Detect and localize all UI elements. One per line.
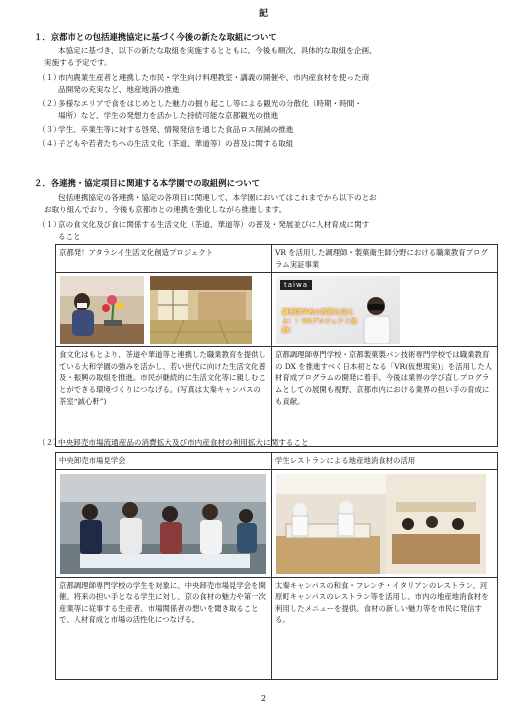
section2-intro-line1: 包括連携協定の各連携・協定の各項目に関連して、本学園においてはこれまでから以下のとお bbox=[58, 193, 377, 202]
item-number: （２） bbox=[38, 438, 61, 447]
sub1-right-title: VR を活用した調理師・製菓衛生師分野における職業教育プログラム実証事業 bbox=[272, 245, 498, 273]
item-number: （１） bbox=[38, 220, 61, 229]
tea-room-photo bbox=[150, 276, 252, 344]
flower-arranging-photo bbox=[60, 276, 144, 344]
sub2-right-text: 太秦キャンパスの和食・フレンチ・イタリアンのレストラン、河原町キャンパスのレストラン等を活用し、市内の地産地消食材を利用したメニューを提供。食材の新しい魅力等を市民に発信する。 bbox=[272, 577, 498, 679]
vr-project-photo bbox=[276, 276, 400, 344]
market-tour-photo bbox=[60, 474, 266, 574]
item-text: 子どもや若者たちへの生活文化（茶道、華道等）の普及に関する取組 bbox=[58, 139, 294, 148]
section1-item-3 bbox=[38, 124, 498, 136]
sub2-left-text: 京都調理師専門学校の学生を対象に、中央卸売市場見学会を開催。将来の担い手となる学生に対し、京の食材の魅力や第一次産業等に従事する生産者、市場関係者の想いを聞き取ることで、人材育成と市場の活性化につなげる。 bbox=[56, 577, 272, 679]
item-text: 中央卸売市場流通産品の消費拡大及び市内産食材の利用拡大に関すること bbox=[58, 438, 309, 447]
item-number: （１） bbox=[38, 73, 61, 82]
sub1-left-title: 京都発！アタラシイ生活文化創造プロジェクト bbox=[56, 245, 272, 273]
sub1-right-text: 京都調理師専門学校・京都製菓製パン技術専門学校では職業教育の DX を推進すべく日本初となる「VR(仮想現実)」を活用した人材育成プログラムの開発に着手。今後は業界の学び直しプログラムとしての展開も視野、京都市内における業界の担い手の育成にも貢献。 bbox=[272, 347, 498, 447]
section1-item-1 bbox=[38, 72, 498, 84]
section1-item-4 bbox=[38, 138, 498, 150]
section1-item-1-cont: 品開発の充実など、地産地消の推進 bbox=[58, 85, 180, 94]
section1-heading: １．京都市との包括連携協定に基づく今後の新たな取組について bbox=[34, 32, 277, 42]
sub1-left-text: 食文化はもとより、茶道や華道等と連携した職業教育を提供している大和学園の強みを活かし、若い世代に向けた生活文化普及・振興の取組を推進。市民が継続的に生活文化等に親しむことができる環境づくりにつなげる。(写真は太秦キャンパスの茶室“誠心軒”) bbox=[56, 347, 272, 447]
item-number: （４） bbox=[38, 139, 61, 148]
item-number: （３） bbox=[38, 125, 61, 134]
page-number: 2 bbox=[260, 694, 267, 703]
item-text: 市内農業生産者と連携した市民・学生向け料理教室・講義の開催や、市内産食材を使った商 bbox=[58, 73, 370, 82]
section1-item-2 bbox=[38, 98, 498, 110]
record-mark: 記 bbox=[258, 9, 268, 19]
section2-sub1-cont: ること bbox=[58, 232, 81, 241]
item-text: 多様なエリアで食をはじめとした魅力の掘り起こし等による観光の分散化（時期・時間・ bbox=[58, 99, 362, 108]
item-text: 学生、卒業生等に対する啓発、情報発信を通じた食品ロス削減の推進 bbox=[58, 125, 294, 134]
sub2-left-title: 中央卸売市場見学会 bbox=[56, 453, 272, 470]
section1-intro-line1: 本協定に基づき、以下の新たな取組を実施するとともに、今後も順次、具体的な取組を企画、 bbox=[58, 46, 377, 55]
section2-sub2 bbox=[38, 437, 498, 449]
sub1-table bbox=[55, 244, 498, 447]
section2-heading: ２．各連携・協定項目に関連する本学園での取組例について bbox=[34, 178, 260, 188]
section1-intro-line2: 実施する予定です。 bbox=[44, 58, 112, 67]
sub2-right-title: 学生レストランによる地産地消食材の活用 bbox=[272, 453, 498, 470]
student-restaurant-photo bbox=[276, 474, 486, 574]
section2-intro-line2: お取り組んでおり、今後も京都市との連携を強化しながら推進します。 bbox=[44, 205, 287, 214]
vr-overlay-text: 調理師学校の授業を変える！！VRプロジェクト始動！ bbox=[282, 308, 357, 334]
item-text: 京の食文化及び食に関係する生活文化（茶道、華道等）の普及・発展並びに人材育成に関す bbox=[58, 220, 370, 229]
taiwa-logo: taiwa bbox=[280, 280, 312, 290]
section2-sub1 bbox=[38, 219, 498, 231]
section1-item-2-cont: 場所）など、学生の発想力を活かした持続可能な京都観光の推進 bbox=[58, 111, 279, 120]
item-number: （２） bbox=[38, 99, 61, 108]
